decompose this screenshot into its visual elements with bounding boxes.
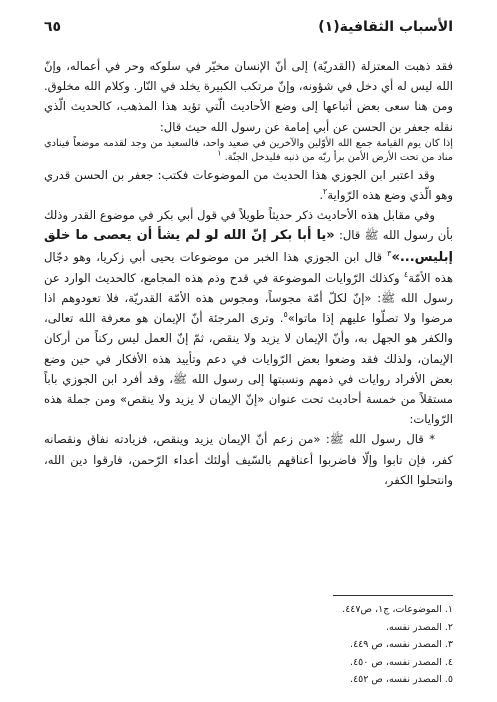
paragraph-1: فقد ذهبت المعتزلة (القدريّة) إلى أنّ الإنسان مخيّر في سلوكه وحر في أعماله، وإنّ الله ليس له أي دخل في شؤونه، وإنّ مرتكب الكبيرة يخلد في النّار. وكلام الله مخلوق. ومن هنا سعى بعض أتباعها إلى وضع الأحاديث الّتي تؤيد هذا المذهب، كالحديث الّذي نقله جعفر بن الحسن عن أبي إمامة عن رسول الله حيث قال: [44, 59, 453, 134]
block-quote [44, 137, 453, 165]
paragraph-3-text-d: . وترى المرجئة أنّ الإيمان هو معرفة الله تعالى، والكفر هو الجهل به، وأنّ الإيمان لا يزيد ولا ينقص، ثمّ إنّ العمل ليس ركناً من أركان الإيمان، ولذلك فقد وضعوا بعض الرّوايات في دعم وتأييد هذه الأفكار في حين وضع بعض الأفراد روايات في ذمهم ونسبتها إلى رسول الله ﷺ، وقد أفرد ابن الجوزي باباً مستقلاً من خمسة أحاديث تحت عنوان «إنّ الإيمان لا يزيد ولا ينقص» ومن جملة هذه الرّوايات: [44, 311, 453, 427]
footnote-ref: ٢ [323, 187, 328, 197]
footnote-item: ٥. المصدر نفسه، ص ٤٥٢. [350, 674, 453, 685]
footnote-ref: ٣ [387, 248, 392, 258]
footnotes [260, 601, 453, 689]
block-quote-text: إذا كان يوم القيامة جمع الله الأوّلين والآخرين في صعيد واحد، فالسعيد من وجد لقدمه موضعاً فينادي مناد من تحت الأرض الأمن برأ ربّه من ذنبه فليدخل الجنّة. [44, 137, 453, 163]
running-title: الأسباب الثقافية(١) [318, 19, 453, 35]
paragraph-2: وقد اعتبر ابن الجوزي هذا الحديث من الموضوعات فكتب: جعفر بن الحسن قدري وهو الّذي وضع هذه الرّواية$^٢$. [44, 167, 453, 203]
paragraph-4: * قال رسول الله ﷺ: «من زعم أنّ الإيمان يزيد وينقص، فزيادته نفاق ونقصانه كفر، فإن تابوا وإلّا فاضربوا أعناقهم بالسّيف أولئك أعداء الرّحمن، فارقوا دين الله، وانتحلوا الكفر، [44, 432, 453, 487]
footnote-ref: ٥ [283, 310, 288, 320]
footnote-item: ١. الموضوعات، ج١، ص٤٤٧. [342, 604, 453, 615]
hadith-quote: «يا أبا بكر إنّ الله لو لم يشأ أن يعصى ما خلق إبليس...» [44, 228, 454, 265]
footnote-item: ٤. المصدر نفسه، ص ٤٥٠. [350, 656, 453, 668]
footnote-divider [333, 595, 453, 596]
paragraph-3-text-a: وفي مقابل هذه الأحاديث ذكر حديثاً طويلاً في قول أبي بكر في موضوع القدر وذلك بأن رسول الله ﷺ قال: [44, 208, 453, 243]
footnote-ref: ١ [217, 148, 222, 158]
paragraph-3-text-b: قال ابن الجوزي هذا الخبر من موضوعات يحيى أبي زكريا، وهو دجّال هذه الأمّة [44, 249, 454, 285]
paragraph-3 [44, 205, 453, 429]
footnote-ref: ٤ [403, 269, 409, 279]
footnote-item: ٢. المصدر نفسه. [385, 621, 453, 633]
page-number: ٦٥ [44, 19, 62, 35]
paragraph-3-text-c: وكذلك الرّوايات الموضوعة في قدح وذم هذه المجامع، كالحديث الوارد عن رسول الله ﷺ: «إنّ لكلّ أمّة مجوساً، ومجوس هذه الأمّة القدريّة، فلا تعودوهم اذا مرضوا ولا تصلّوا عليهم إذا ماتوا» [44, 270, 454, 326]
main-text [44, 56, 453, 490]
paragraph-2-text: وقد اعتبر ابن الجوزي هذا الحديث من الموضوعات فكتب: جعفر بن الحسن قدري وهو الّذي وضع هذه الرّواية [44, 167, 453, 203]
footnote-item: ٣. المصدر نفسه، ص ٤٤٩. [350, 639, 453, 650]
page-header [44, 16, 453, 38]
